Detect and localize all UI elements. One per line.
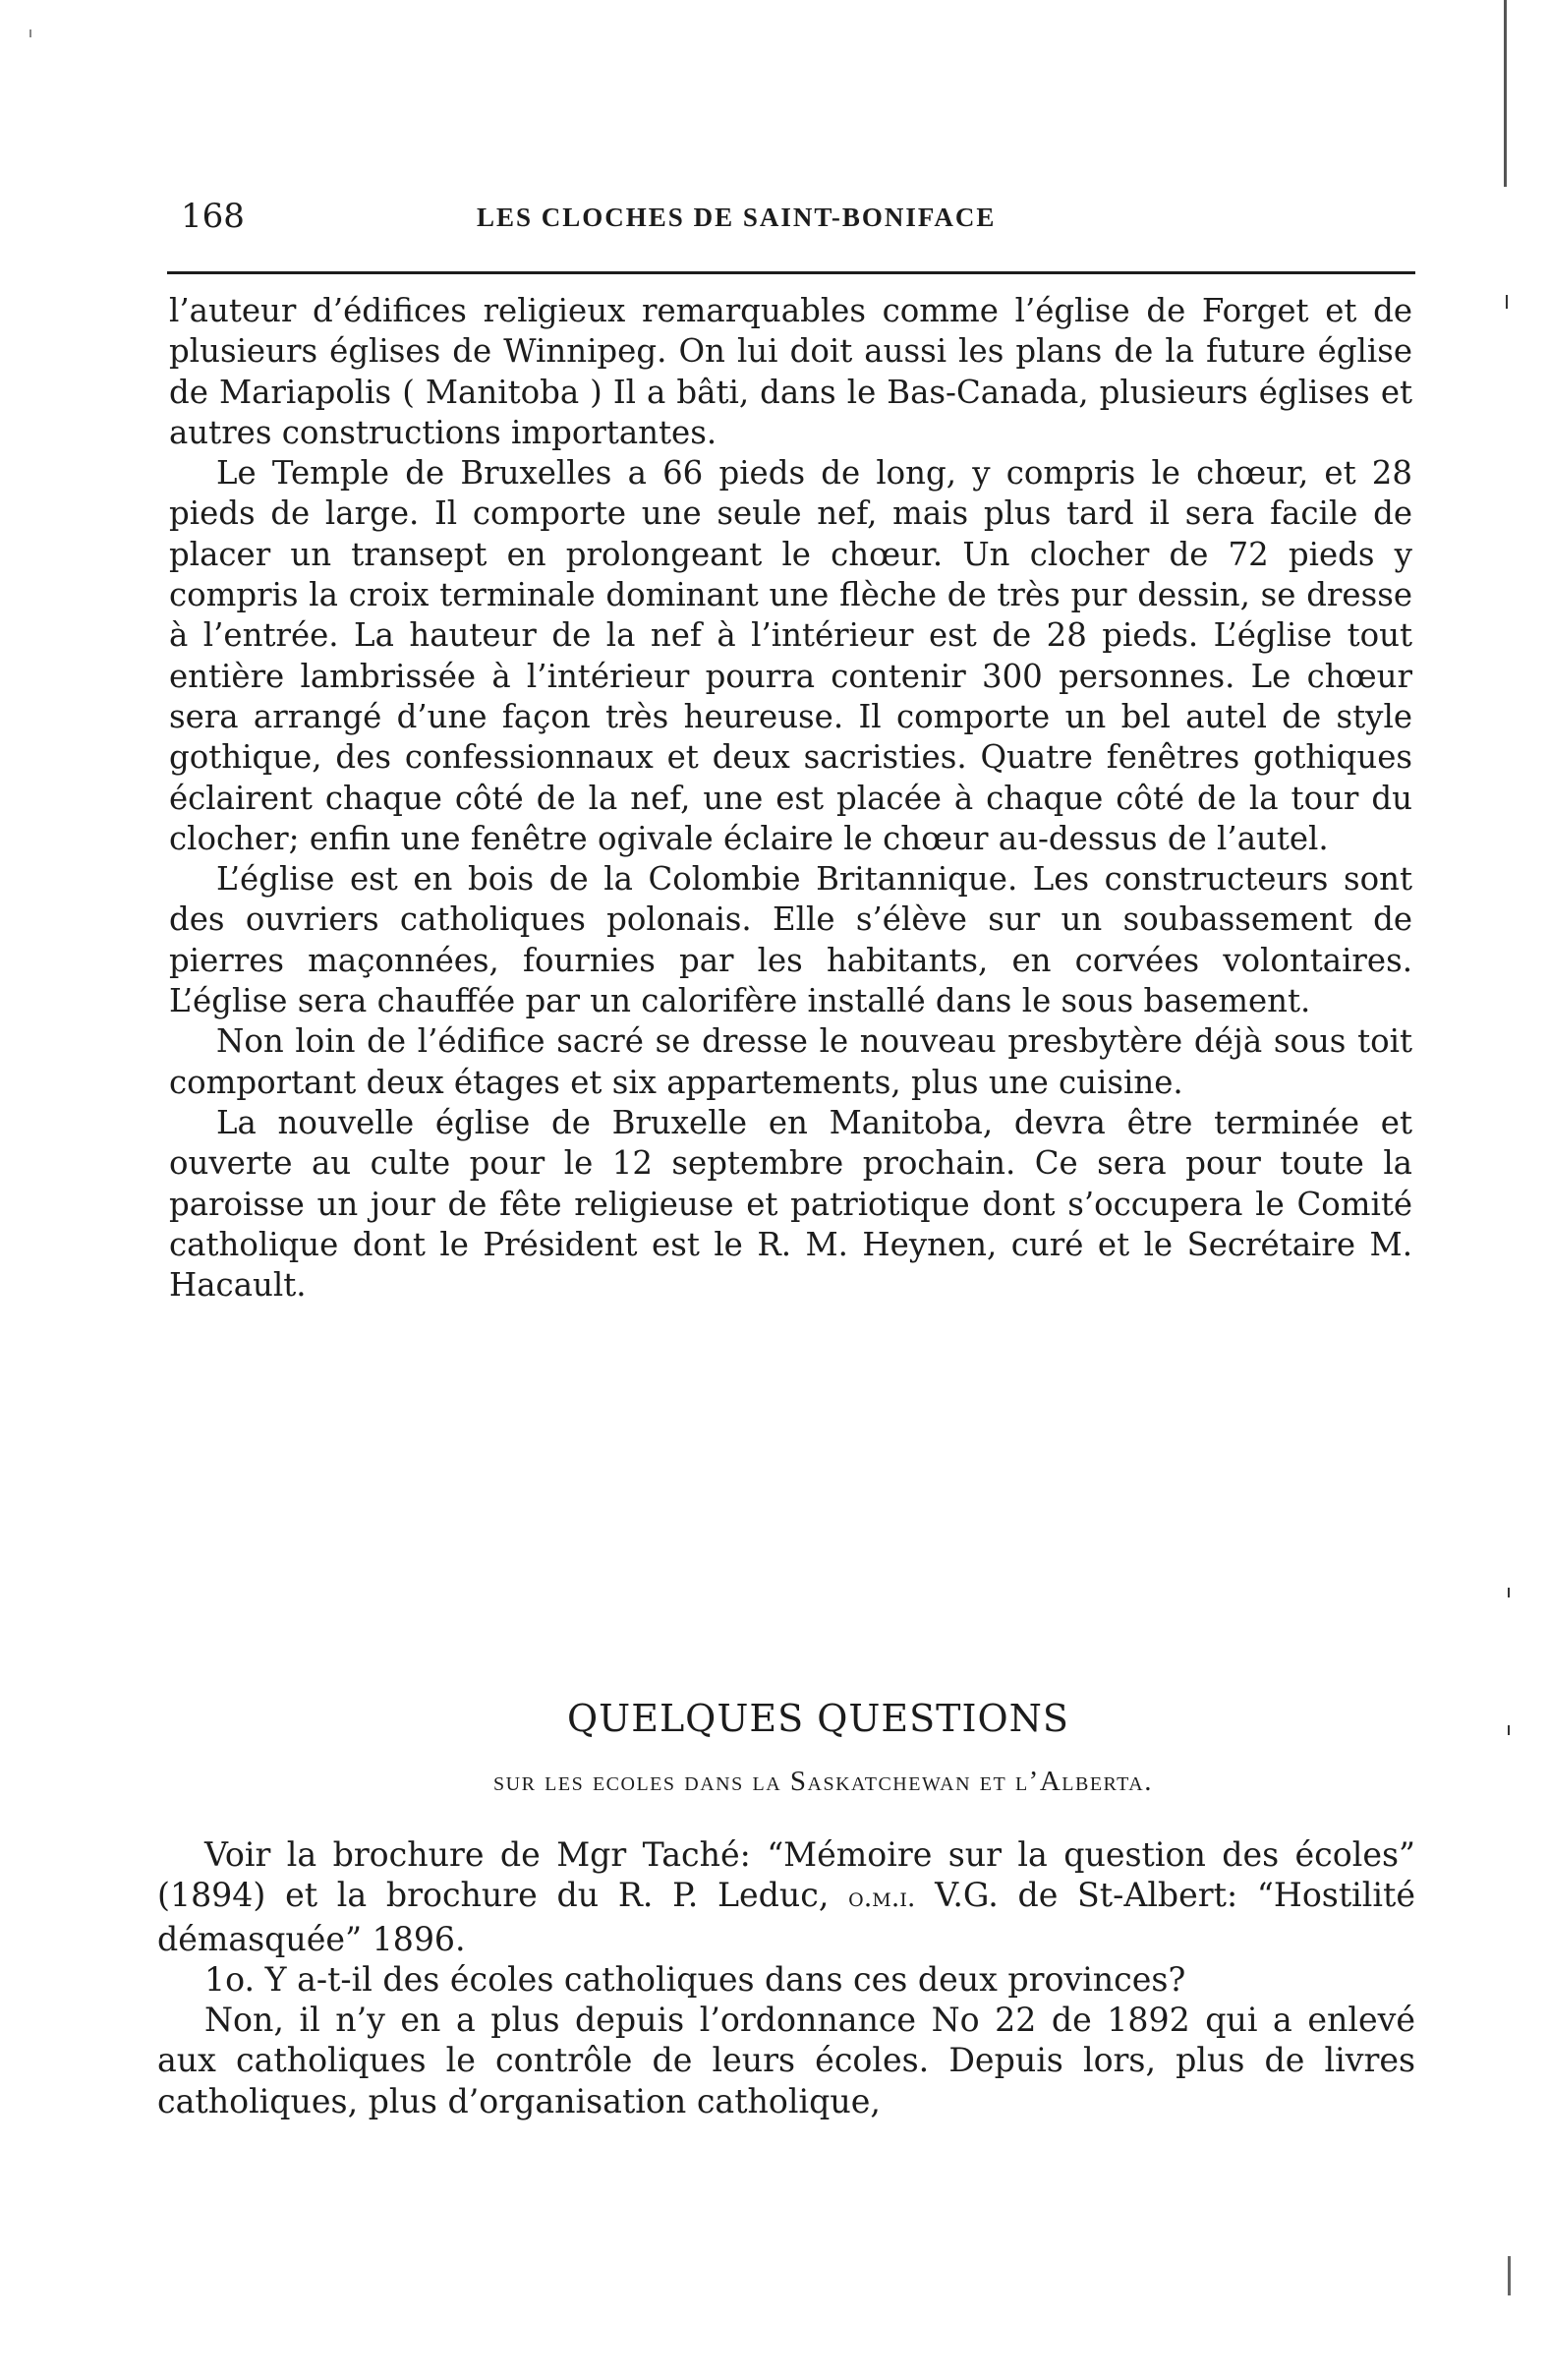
answer-paragraph: Non, il n’y en a plus depuis l’ordonnance No 22 de 1892 qui a enlevé aux catholiques le contrôle de leurs écoles. Depuis lors, plus de livres catholiques, plus d’organisation catholique, (157, 2001, 1415, 2120)
main-text (169, 291, 1412, 1306)
header-rule (167, 271, 1415, 274)
order-abbreviation: o.m.i. (848, 1883, 916, 1914)
margin-mark (1508, 1725, 1510, 1735)
paragraph (157, 1834, 1415, 1959)
page-number: 168 (181, 197, 245, 236)
text-run: Voir la brochure de Mgr Taché: “Mémoire sur la question des écoles” (1894) et la brochure du R. P. Leduc, (157, 1835, 1415, 1915)
paragraph: L’église est en bois de la Colombie Britannique. Les constructeurs sont des ouvriers catholiques polonais. Elle s’élève sur un soubassement de pierres maçonnées, fournies par les habitants, en corvées volontaires. L’église sera chauffée par un calorifère installé dans le sous basement. (169, 860, 1412, 1020)
margin-mark (1508, 1588, 1510, 1597)
margin-mark (29, 29, 31, 37)
page-header (167, 197, 1435, 252)
section-text (157, 1834, 1415, 2121)
paragraph: Le Temple de Bruxelles a 66 pieds de long, y compris le chœur, et 28 pieds de large. Il comporte une seule nef, mais plus tard il sera facile de placer un transept en prolongeant le chœur. Un clocher de 72 pieds y compris la croix terminale dominant une flèche de très pur dessin, se dresse à l’entrée. La hauteur de la nef à l’intérieur est de 28 pieds. L’église tout entière lambrissée à l’intérieur pourra contenir 300 personnes. Le chœur sera arrangé d’une façon très heureuse. Il comporte un bel autel de style gothique, des confessionnaux et deux sacristies. Quatre fenêtres gothiques éclairent chaque côté de la nef, une est placée à chaque côté de la tour du clocher; enfin une fenêtre ogivale éclaire le chœur au-dessus de l’autel. (169, 454, 1412, 857)
paragraph: l’auteur d’édifices religieux remarquables comme l’église de Forget et de plusieurs églises de Winnipeg. On lui doit aussi les plans de la future église de Mariapolis ( Manitoba ) Il a bâti, dans le Bas-Canada, plusieurs églises et autres constructions importantes. (169, 292, 1412, 451)
section-title: QUELQUES QUESTIONS (567, 1697, 1069, 1740)
text-run: V.G. de St-Albert: “Hostilité démasquée” 1896. (157, 1876, 1415, 1958)
margin-mark (1508, 2256, 1511, 2295)
margin-mark (1504, 0, 1507, 187)
paragraph: Non loin de l’édifice sacré se dresse le nouveau presbytère déjà sous toit comportant deux étages et six appartements, plus une cuisine. (169, 1022, 1412, 1101)
section-heading (167, 1691, 1410, 1798)
question-paragraph: 1o. Y a-t-il des écoles catholiques dans ces deux provinces? (204, 1959, 1186, 1999)
margin-mark (1506, 295, 1508, 309)
section-subtitle: sur les ecoles dans la Saskatchewan et l’Alberta. (493, 1766, 1153, 1797)
paragraph: La nouvelle église de Bruxelle en Manitoba, devra être terminée et ouverte au culte pour le 12 septembre prochain. Ce sera pour toute la paroisse un jour de fête religieuse et patriotique dont s’occupera le Comité catholique dont le Président est le R. M. Heynen, curé et le Secrétaire M. Hacault. (169, 1103, 1412, 1305)
running-title: LES CLOCHES DE SAINT-BONIFACE (477, 203, 997, 232)
